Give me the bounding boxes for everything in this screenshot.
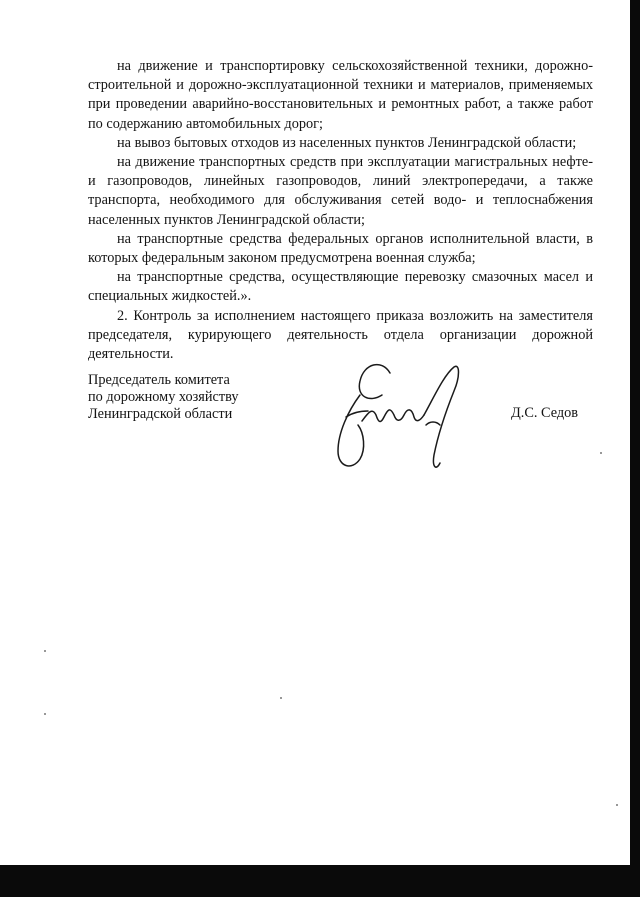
scan-border-right xyxy=(630,0,640,865)
paragraph-control-clause: 2. Контроль за исполнением настоящего приказа возложить на заместителя председателя, курирующего деятельность отдела организации дорожной деятельности. xyxy=(88,307,593,363)
paragraph-pipelines-transport: на движение транспортных средств при эксплуатации магистральных нефте- и газопроводов, линейных газопроводов, линий электропередачи, а также транспорта, необходимого для обслуживания сетей водо- и теплоснабжения населенных пунктов Ленинградской области; xyxy=(88,154,593,228)
signatory-position-line: Председатель комитета xyxy=(88,372,230,388)
scan-speck xyxy=(600,452,602,454)
signatory-name: Д.С. Седов xyxy=(511,405,579,421)
scan-speck xyxy=(44,713,46,715)
signatory-position-line: по дорожному хозяйству xyxy=(88,389,239,405)
paragraph-federal-vehicles: на транспортные средства федеральных органов исполнительной власти, в которых федеральным законом предусмотрена военная служба; xyxy=(88,230,593,267)
document-body xyxy=(88,57,593,364)
paragraph-agricultural-machinery: на движение и транспортировку сельскохозяйственной техники, дорожно-строительной и дорожно-эксплуатационной техники и материалов, применяемых при проведении аварийно-восстановительных и ремонтных работ, а также работ по содержанию автомобильных дорог; xyxy=(88,58,593,132)
scan-border-bottom xyxy=(0,865,640,897)
paragraph-waste-removal: на вывоз бытовых отходов из населенных пунктов Ленинградской области; xyxy=(117,134,577,151)
scan-speck xyxy=(44,650,46,652)
paragraph-lubricants-transport: на транспортные средства, осуществляющие перевозку смазочных масел и специальных жидкостей.». xyxy=(88,269,593,305)
signatory-position xyxy=(88,372,318,423)
signatory-position-line: Ленинградской области xyxy=(88,406,233,422)
handwritten-signature xyxy=(330,355,470,475)
scan-speck xyxy=(280,697,282,699)
scan-speck xyxy=(616,804,618,806)
